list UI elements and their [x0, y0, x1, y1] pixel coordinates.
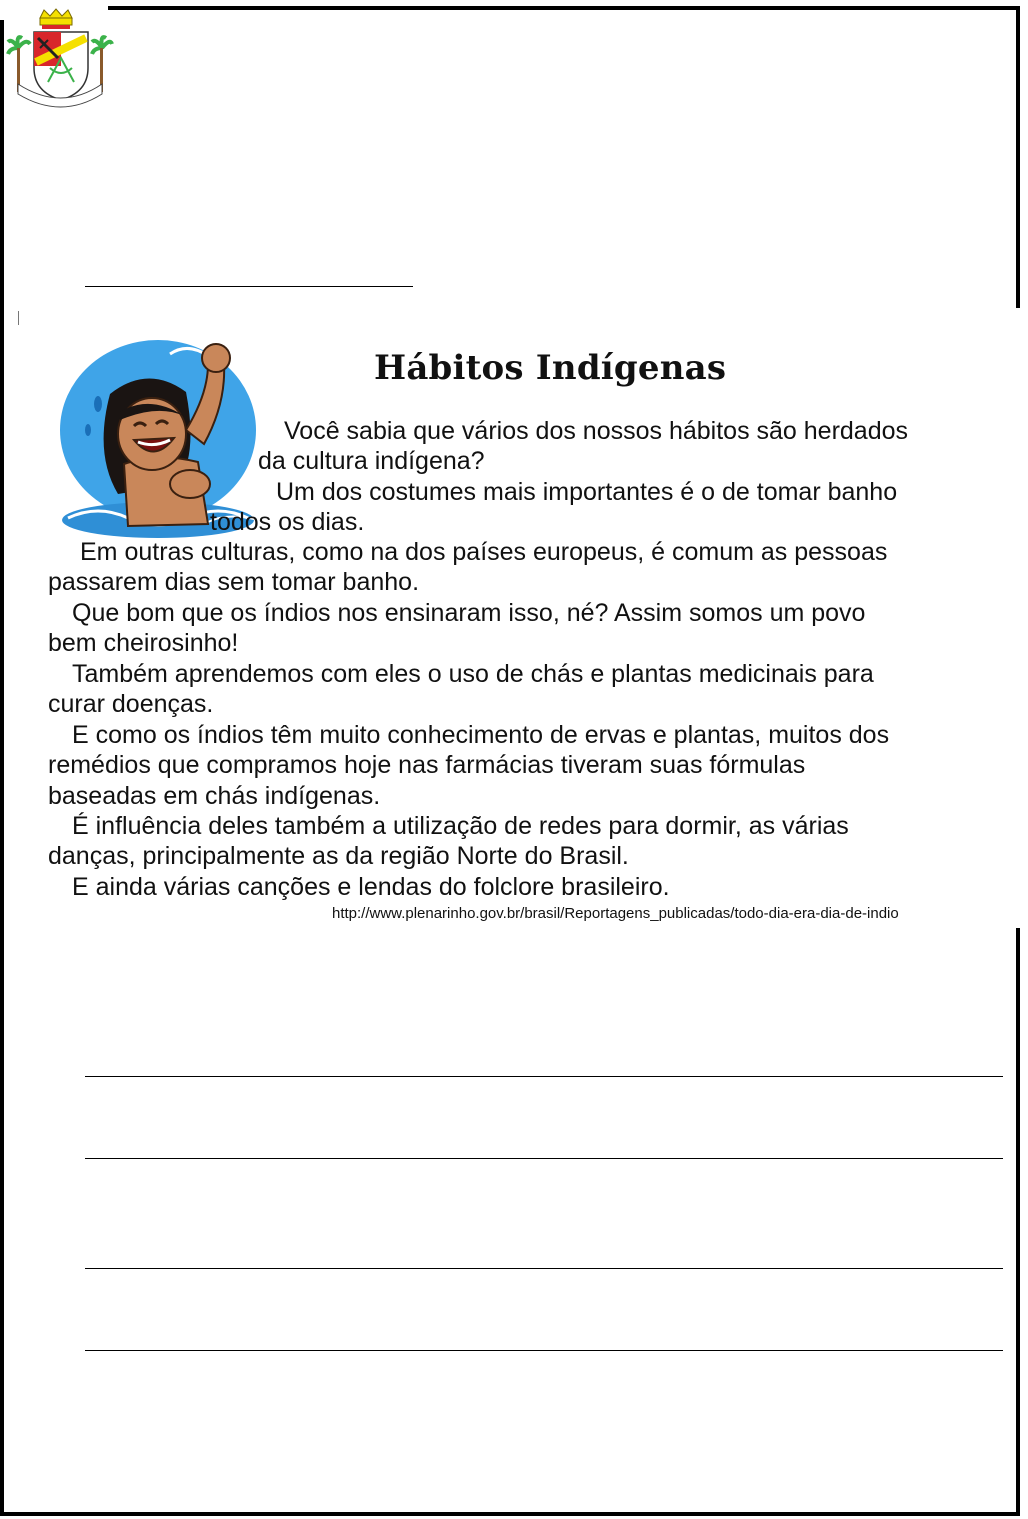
page-border-right-upper: [1016, 6, 1020, 308]
article-line: bem cheirosinho!: [48, 629, 239, 657]
article-line: Também aprendemos com eles o uso de chás e plantas medicinais para: [72, 660, 874, 688]
article-line: E ainda várias canções e lendas do folclore brasileiro.: [72, 873, 670, 901]
page-border-left: [0, 20, 4, 1516]
source-url: http://www.plenarinho.gov.br/brasil/Reportagens_publicadas/todo-dia-era-dia-de-indio: [332, 905, 899, 922]
page-border-bottom: [0, 1512, 1020, 1516]
answer-line: [85, 1268, 1003, 1269]
name-line: [85, 286, 413, 287]
article-line: Em outras culturas, como na dos países europeus, é comum as pessoas: [80, 538, 888, 566]
article-line: É influência deles também a utilização de redes para dormir, as várias: [72, 812, 849, 840]
article-line: Você sabia que vários dos nossos hábitos são herdados: [284, 417, 909, 445]
article-line: todos os dias.: [210, 508, 365, 536]
scan-mark: [18, 311, 19, 325]
page-border-top: [108, 6, 1020, 10]
article-line: remédios que compramos hoje nas farmácias tiveram suas fórmulas: [48, 751, 806, 779]
answer-line: [85, 1158, 1003, 1159]
answer-line: [85, 1350, 1003, 1351]
article-line: curar doenças.: [48, 690, 214, 718]
page-border-right-lower: [1016, 928, 1020, 1516]
article-line: danças, principalmente as da região Norte do Brasil.: [48, 842, 629, 870]
article-line: da cultura indígena?: [258, 447, 485, 475]
article-line: passarem dias sem tomar banho.: [48, 568, 420, 596]
article-title: Hábitos Indígenas: [374, 348, 727, 388]
answer-line: [85, 1076, 1003, 1077]
article-line: Que bom que os índios nos ensinaram isso, né? Assim somos um povo: [72, 599, 866, 627]
article-line: Um dos costumes mais importantes é o de tomar banho: [276, 478, 898, 506]
municipal-coat-of-arms-icon: [6, 8, 114, 108]
article-line: E como os índios têm muito conhecimento de ervas e plantas, muitos dos: [72, 721, 890, 749]
article-line: baseadas em chás indígenas.: [48, 782, 381, 810]
